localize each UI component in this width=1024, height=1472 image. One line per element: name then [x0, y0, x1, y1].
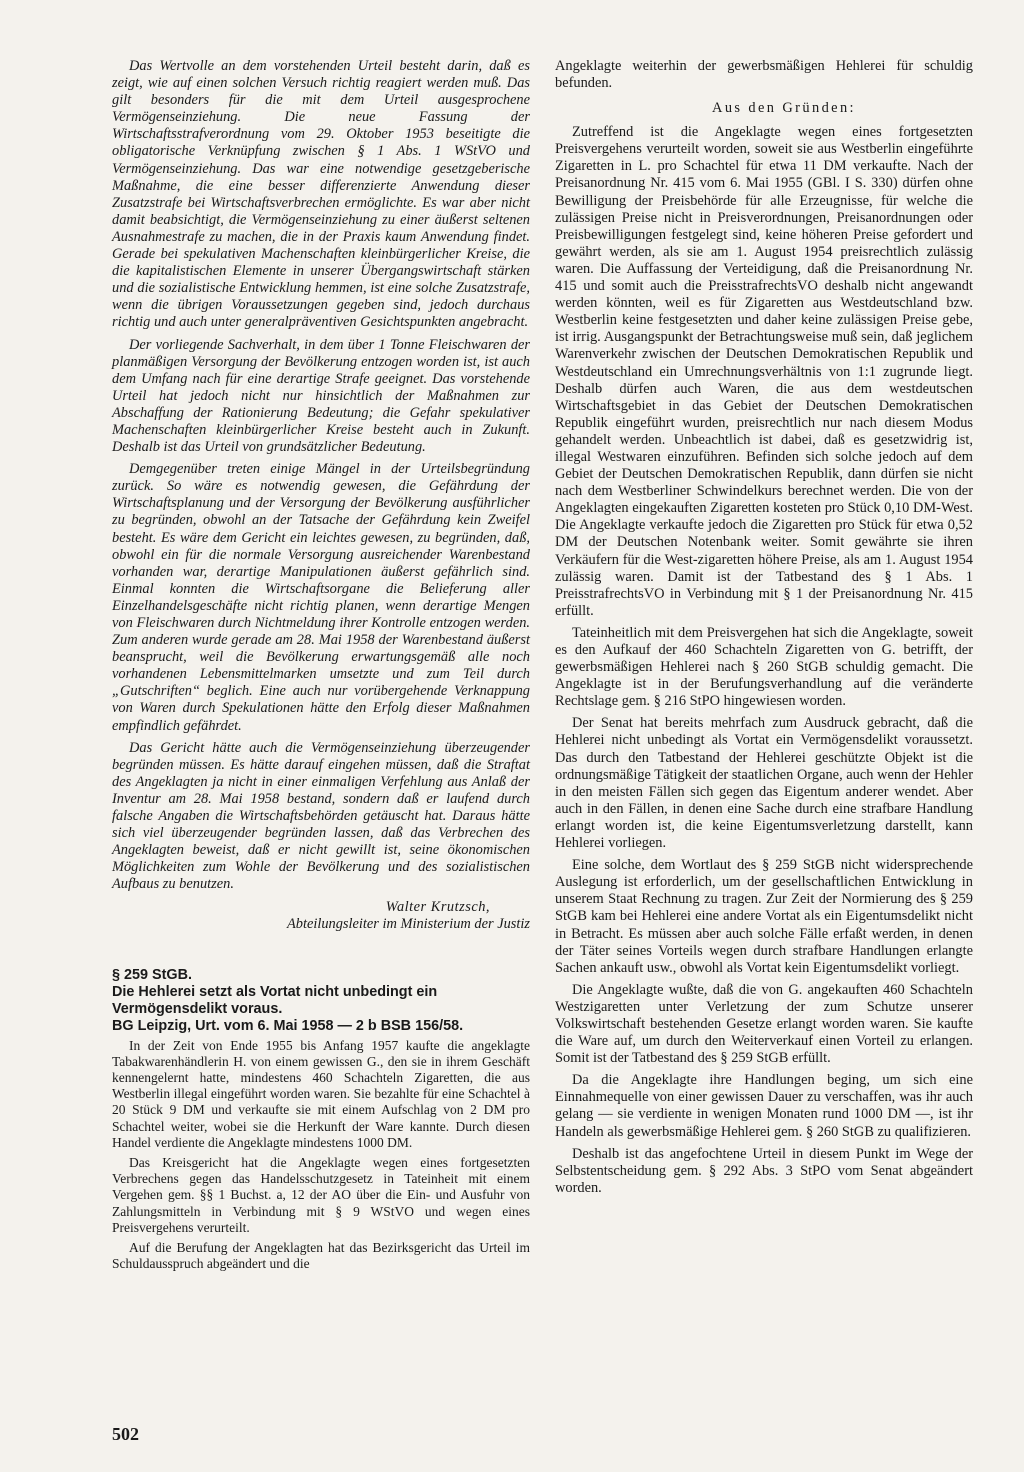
- headnote: Die Hehlerei setzt als Vortat nicht unbedingt ein Vermögensdelikt voraus.: [112, 983, 438, 1017]
- case-paragraph: Auf die Berufung der Angeklagten hat das Bezirksgericht das Urteil im Schuldausspruch abgeändert und die: [112, 1239, 530, 1272]
- grounds-paragraph: Der Senat hat bereits mehrfach zum Ausdruck gebracht, daß die Hehlerei nicht unbedingt als Vortat ein Vermögensdelikt voraussetzt. Das durch den Tatbestand der Hehlerei geschützte Objekt ist die ordnungsmäßige Tätigkeit der staatlichen Organe, auch wenn der Hehler in den meisten Fällen sich gegen das Eigentum anderer wendet. Aber auch in den Fällen, in denen eine Sache durch eine strafbare Handlung erlangt worden ist, die keine Eigentumsverletzung darstellt, kann Hehlerei vorliegen.: [555, 715, 973, 852]
- page-number: 502: [112, 1424, 139, 1444]
- commentary-paragraph: Demgegenüber treten einige Mängel in der Urteilsbegründung zurück. So wäre es notwendig gewesen, die Gefährdung der Wirtschaftsplanung und der Versorgung der Bevölkerung ausführlicher zu begründen, obwohl an der Tatsache der Gefährdung kein Zweifel besteht. Es wäre dem Gericht ein leichtes gewesen, zu begründen, daß, obwohl ein für die normale Versorgung ausreichender Warenbestand vorhanden war, derartige Manipulationen äußerst gefährlich sind. Einmal konnten die Wirtschaftsorgane die Belieferung aller Einzelhandelsgeschäfte nicht richtig planen, wenn derartige Mengen von Fleischwaren durch Nichtmeldung ihrer Kontrolle entzogen werden. Zum anderen wurde gerade am 28. Mai 1958 der Warenbestand äußerst beansprucht, weil die Bevölkerung erwartungsgemäß alle noch vorhandenen Lebensmittelmarken umsetzte und zum Teil durch „Gutschriften“ beglich. Eine auch nur vorübergehende Verknappung von Waren durch Spekulationen hätte den Erfolg dieser Maßnahmen empfindlich gefährdet.: [112, 461, 530, 734]
- commentary-paragraph: Das Wertvolle an dem vorstehenden Urteil besteht darin, daß es zeigt, wie auf einen solchen Versuch richtig reagiert werden muß. Das gilt besonders für die mit dem Urteil ausgesprochene Vermögenseinziehung. Die neue Fassung der Wirtschaftsstrafverordnung vom 29. Oktober 1953 beseitigte die obligatorische Verknüpfung zwischen § 1 Abs. 1 WStVO und Vermögenseinziehung. Das war eine notwendige gesetzgeberische Maßnahme, die eine besser differenzierte Anwendung dieser Zusatzstrafe bei Wirtschaftsverbrechen ermöglichte. Es war aber nicht damit beabsichtigt, die Vermögenseinziehung zu einer äußerst seltenen Ausnahmestrafe zu machen, die in der Praxis kaum Anwendung findet. Gerade bei spekulativen Machenschaften kleinbürgerlicher Kreise, die die kapitalistischen Elemente in unserer Übergangswirtschaft stärken und die sozialistische Entwicklung hemmen, ist eine solche Zusatzstrafe, wenn die übrigen Voraussetzungen gegeben sind, jedoch durchaus richtig und auch unter generalpräventiven Gesichtspunkten angebracht.: [112, 58, 530, 331]
- right-column: [555, 58, 973, 1202]
- case-paragraph: Das Kreisgericht hat die Angeklagte wegen eines fortgesetzten Verbrechens gegen das Handelsschutzgesetz in Tateinheit mit einem Vergehen gem. §§ 1 Buchst. a, 12 der AO über die Ein- und Ausfuhr von Zahlungsmitteln in Verbindung mit § 9 WStVO und wegen eines Preisvergehens verurteilt.: [112, 1154, 530, 1235]
- left-column: [112, 58, 530, 1276]
- case-citation: BG Leipzig, Urt. vom 6. Mai 1958 — 2 b BSB 156/58.: [112, 1017, 464, 1034]
- case-facts: [112, 1038, 530, 1273]
- commentary-paragraph: Das Gericht hätte auch die Vermögenseinziehung überzeugender begründen müssen. Es hätte darauf eingehen müssen, daß die Straftat des Angeklagten ja nicht in einer einmaligen Verfehlung aus Anlaß der Inventur am 28. Mai 1958 bestand, sondern daß er laufend durch falsche Angaben die Wirtschaftsbehörden getäuscht hat. Daraus hätte sich viel überzeugender begründen lassen, daß das Verbrechen des Angeklagten beweist, daß er nicht gewillt ist, seine ökonomischen Möglichkeiten zum Wohle der Bevölkerung und des sozialistischen Aufbaus zu benutzen.: [112, 739, 530, 893]
- commentary-paragraph: Der vorliegende Sachverhalt, in dem über 1 Tonne Fleischwaren der planmäßigen Versorgung der Bevölkerung entzogen worden ist, ist auch dem Umfang nach für eine derartige Strafe geeignet. Das vorstehende Urteil hat jedoch nicht nur hinsichtlich der Maßnahmen zur Abschaffung der Rationierung Bedeutung; die Gefahr spekulativer Machenschaften kleinbürgerlicher Kreise besteht auch in Zukunft. Deshalb ist das Urteil von grundsätzlicher Bedeutung.: [112, 336, 530, 456]
- grounds-paragraph: Da die Angeklagte ihre Handlungen beging, um sich eine Einnahmequelle von einer gewissen Dauer zu verschaffen, was ihr auch gelang — sie verdiente in wenigen Monaten rund 1000 DM —, ist ihr Handeln als gewerbsmäßige Hehlerei gem. § 260 StGB zu qualifizieren.: [555, 1072, 973, 1140]
- grounds-paragraph: Tateinheitlich mit dem Preisvergehen hat sich die Angeklagte, soweit es den Aufkauf der 460 Schachteln Zigaretten von G. betrifft, der gewerbsmäßigen Hehlerei nach § 260 StGB schuldig gemacht. Die Angeklagte ist in der Berufungsverhandlung auf die veränderte Rechtslage gem. § 216 StPO hingewiesen worden.: [555, 624, 973, 710]
- author-name: Walter Krutzsch,: [385, 898, 490, 915]
- grounds-paragraph: Die Angeklagte wußte, daß die von G. angekauften 460 Schachteln Westzigaretten unter Verletzung der zum Schutze unserer Volkswirtschaft bestehenden Gesetze erlangt worden waren. Sie kaufte die Ware auf, um durch den Weiterverkauf einen Vorteil zu erlangen. Somit ist der Tatbestand des § 259 StGB erfüllt.: [555, 981, 973, 1067]
- grounds-paragraph: Zutreffend ist die Angeklagte wegen eines fortgesetzten Preisvergehens verurteilt worden, soweit sie aus Westberlin eingeführte Zigaretten in L. pro Schachtel für etwa 11 DM verkaufte. Nach der Preisanordnung Nr. 415 vom 6. Mai 1955 (GBl. I S. 330) dürfen ohne Bewilligung der Preisbehörde für alle Erzeugnisse, für welche die zulässigen Preise nicht in Preisverordnungen, Preisanordnungen oder Preisbewilligungen festgelegt sind, keine höheren Preise gefordert und gewährt werden, als sie am 1. August 1954 preisrechtlich zulässig waren. Die Auffassung der Verteidigung, daß die Preisanordnung Nr. 415 und somit auch die PreisstrafrechtsVO deshalb nicht angewandt werden könnten, weil es für Zigaretten aus Westdeutschland bzw. Westberlin keine festgesetzten und daher keine zulässigen Preise gebe, ist irrig. Ausgangspunkt der Betrachtungsweise muß sein, daß jeglichem Warenverkehr zwischen der Deutschen Demokratischen Republik und Westdeutschland ein Umrechnungsverhältnis von 1:1 zugrunde liegt. Deshalb dürfen auch Waren, die aus dem westdeutschen Wirtschaftsgebiet in das Gebiet der Deutschen Demokratischen Republik eingeführt wurden, preisrechtlich nur nach diesem Modus gehandelt werden. Unbeachtlich ist dabei, daß es gesetzwidrig ist, illegal Westwaren einzuführen. Befinden sich solche jedoch auf dem Gebiet der Deutschen Demokratischen Republik, dann dürfen sie nicht nach dem Westberliner Schwindelkurs berechnet werden. Die von der Angeklagten eingekauften Zigaretten kosteten pro Stück 0,10 DM-West. Die Angeklagte verkaufte jedoch die Zigaretten pro Stück für etwa 0,52 DM der Deutschen Notenbank weiter. Somit gewährte sie ihren Verkäufern für die West-zigaretten höhere Preise, als am 1. August 1954 zulässig waren. Damit ist der Tatbestand des § 1 Abs. 1 PreisstrafrechtsVO in Verbindung mit § 1 der Preisanordnung Nr. 415 erfüllt.: [555, 124, 973, 619]
- grounds-subheading: Aus den Gründen:: [712, 100, 856, 117]
- continuation-text: Angeklagte weiterhin der gewerbsmäßigen Hehlerei für schuldig befunden.: [555, 58, 973, 92]
- commentary-block: [112, 58, 530, 894]
- case-paragraph: In der Zeit von Ende 1955 bis Anfang 1957 kaufte die angeklagte Tabakwarenhändlerin H. von einem gewissen G., den sie in ihrem Geschäft kennengelernt hatte, mindestens 460 Schachteln Zigaretten, die aus Westberlin illegal eingeführt worden waren. Sie bezahlte für eine Schachtel à 20 Stück 9 DM und verkaufte sie mit einem Aufschlag von 2 DM pro Schachtel weiter, wobei sie die Herkunft der Ware kannte. Durch diesen Handel verdiente die Angeklagte mindestens 1000 DM.: [112, 1037, 530, 1150]
- grounds-paragraph: Deshalb ist das angefochtene Urteil in diesem Punkt im Wege der Selbstentscheidung gem. § 292 Abs. 3 StPO vom Senat abgeändert worden.: [555, 1145, 973, 1196]
- grounds-paragraph: Eine solche, dem Wortlaut des § 259 StGB nicht widersprechende Auslegung ist erforderlich, um der gesellschaftlichen Entwicklung in unserem Staat Rechnung zu tragen. Zur Zeit der Normierung des § 259 StGB kam bei Hehlerei eine andere Vortat als ein Eigentumsdelikt nicht in Betracht. Es müssen aber auch solche Fälle erfaßt werden, in denen der Täter seines Vorteils wegen durch strafbare Handlungen erlangte Sachen ankauft usw., obwohl als Vortat kein Eigentumsdelikt vorliegt.: [555, 857, 973, 976]
- statute-reference: § 259 StGB.: [112, 966, 192, 983]
- author-title: Abteilungsleiter im Ministerium der Justiz: [286, 915, 530, 932]
